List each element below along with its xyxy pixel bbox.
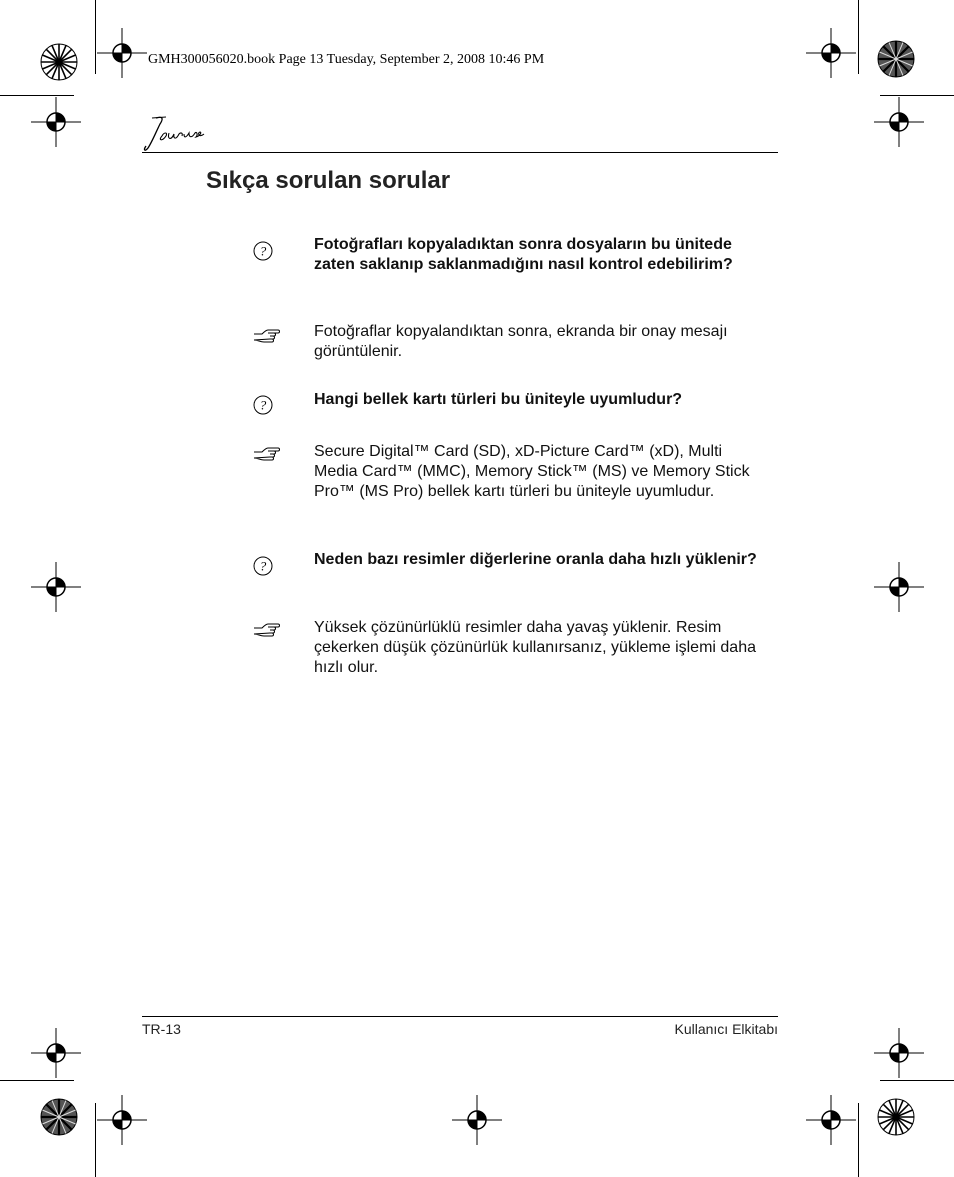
crosshair-registration-icon — [31, 97, 81, 147]
page-title: Sıkça sorulan sorular — [206, 167, 451, 194]
crosshair-registration-icon — [806, 1095, 856, 1145]
starburst-registration-icon — [40, 1098, 78, 1136]
crosshair-registration-icon — [97, 28, 147, 78]
crosshair-registration-icon — [874, 97, 924, 147]
crosshair-registration-icon — [31, 1028, 81, 1078]
faq-question: Fotoğrafları kopyaladıktan sonra dosyaların bu ünitede zaten saklanıp saklanmadığını nasıl kontrol edebilirim? — [314, 236, 733, 273]
pointing-hand-icon — [252, 620, 282, 642]
starburst-registration-icon — [877, 40, 915, 78]
footer-rule — [142, 1016, 778, 1017]
manual-title: Kullanıcı Elkitabı — [674, 1021, 778, 1037]
crop-mark — [858, 0, 859, 74]
crosshair-registration-icon — [97, 1095, 147, 1145]
brand-logo — [142, 112, 212, 156]
faq-answer: Fotoğraflar kopyalandıktan sonra, ekranda bir onay mesajı görüntülenir. — [314, 323, 728, 360]
question-circle-icon — [252, 555, 282, 577]
svg-text:?: ? — [259, 558, 267, 574]
crop-mark — [95, 1103, 96, 1177]
page-number: TR-13 — [142, 1021, 181, 1037]
print-job-line: GMH300056020.book Page 13 Tuesday, September 2, 2008 10:46 PM — [148, 52, 545, 67]
question-circle-icon — [252, 240, 282, 262]
crop-mark — [0, 95, 74, 96]
crop-mark — [858, 1103, 859, 1177]
crop-mark — [880, 95, 954, 96]
faq-question: Neden bazı resimler diğerlerine oranla daha hızlı yüklenir? — [314, 551, 757, 568]
crosshair-registration-icon — [31, 562, 81, 612]
svg-text:?: ? — [259, 397, 267, 413]
faq-question: Hangi bellek kartı türleri bu üniteyle uyumludur? — [314, 391, 683, 408]
starburst-registration-icon — [40, 43, 78, 81]
crosshair-registration-icon — [874, 1028, 924, 1078]
faq-answer: Secure Digital™ Card (SD), xD-Picture Card™ (xD), Multi Media Card™ (MMC), Memory Stick™ (MS) ve Memory Stick Pro™ (MS Pro) bellek kartı türleri bu üniteyle uyumludur. — [314, 443, 750, 500]
pointing-hand-icon — [252, 444, 282, 466]
starburst-registration-icon — [877, 1098, 915, 1136]
pointing-hand-icon — [252, 326, 282, 348]
svg-text:?: ? — [259, 243, 267, 259]
faq-answer: Yüksek çözünürlüklü resimler daha yavaş yüklenir. Resim çekerken düşük çözünürlük kullanırsanız, yükleme işlemi daha hızlı olur. — [314, 619, 756, 676]
crop-mark — [0, 1080, 74, 1081]
crop-mark — [880, 1080, 954, 1081]
question-circle-icon — [252, 394, 282, 416]
crop-mark — [95, 0, 96, 74]
crosshair-registration-icon — [452, 1095, 502, 1145]
crosshair-registration-icon — [874, 562, 924, 612]
header-rule — [142, 152, 778, 153]
crosshair-registration-icon — [806, 28, 856, 78]
